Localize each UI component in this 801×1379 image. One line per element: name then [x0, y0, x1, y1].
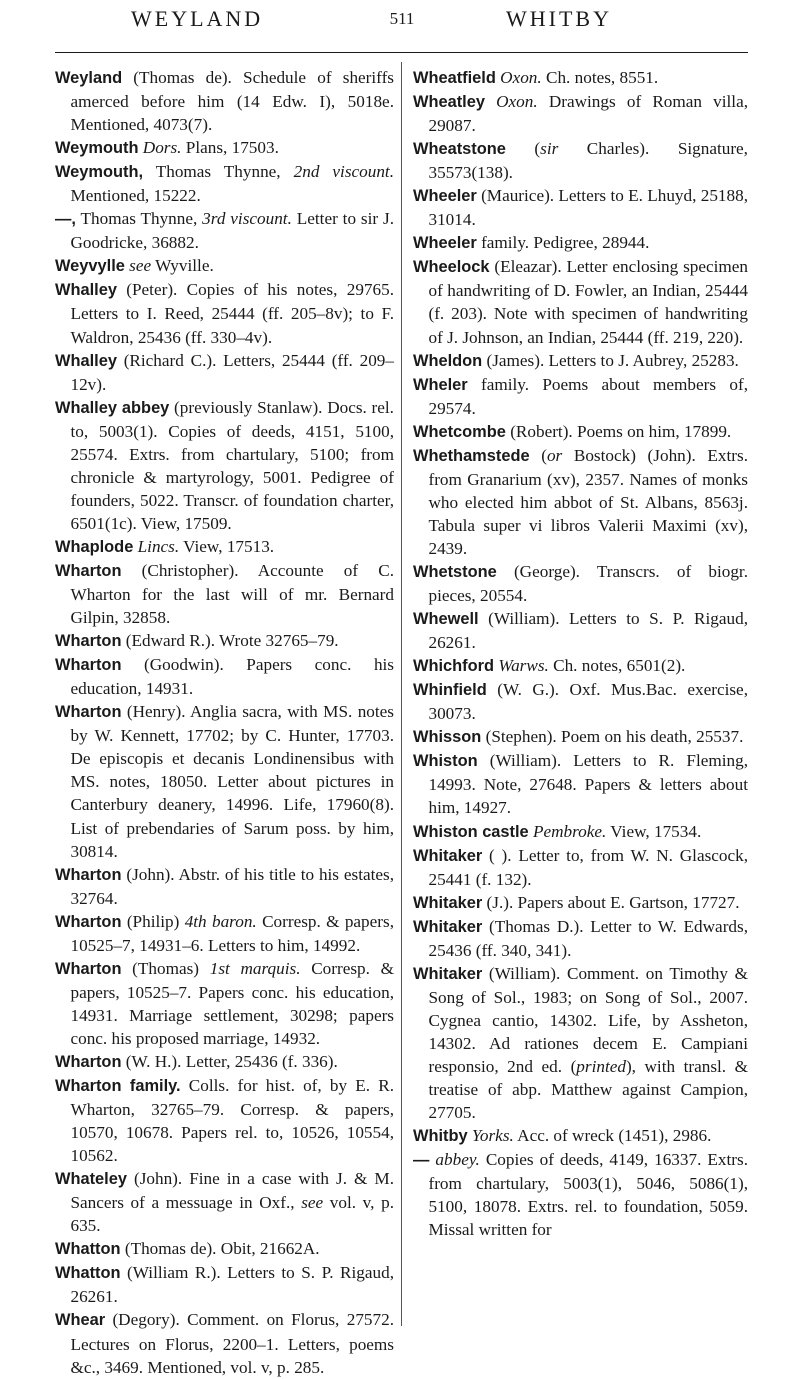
index-entry	[413, 373, 748, 420]
index-entry	[413, 137, 748, 184]
entry-text: (Thomas de). Schedule of sheriffs amerced before him (14 Edw. I), 5018e. Mentioned, 4073(7).	[70, 68, 394, 135]
entry-text: (Degory). Comment. on Florus, 27572. Lectures on Florus, 2200–1. Letters, poems &c., 3469. Mentioned, vol. v, p. 285.	[70, 1310, 394, 1377]
entry-text-tail: Wyville.	[151, 256, 214, 276]
entry-text-tail: vol. v, p. 635.	[70, 1193, 394, 1236]
index-entry	[413, 560, 748, 607]
entry-headword: Wheatstone	[413, 140, 506, 159]
entry-italic: or	[546, 445, 563, 465]
index-entry	[55, 910, 394, 957]
index-entry	[55, 629, 394, 653]
entry-place: Lincs.	[137, 536, 180, 556]
entry-text: (	[529, 445, 547, 465]
entry-text: Colls. for hist. of, by E. R. Wharton, 32765–79. Corresp. & papers, 10570, 10678. Papers rel. to, 10526, 10554, 10562.	[70, 1076, 394, 1166]
index-entry	[55, 136, 394, 160]
entry-text: Copies of deeds, 4149, 16337. Extrs. from chartulary, 5003(1), 5046, 5086(1), 5100, 18078. Extrs. rel. to foundation, 5059. Missal written for	[428, 1150, 748, 1240]
entry-text: (Stephen). Poem on his death, 25537.	[481, 727, 744, 747]
index-entry	[55, 1308, 394, 1378]
entry-text: (Christopher). Accounte of C. Wharton for the last will of mr. Bernard Gilpin, 32858.	[70, 560, 394, 628]
index-entry	[55, 700, 394, 862]
entry-headword: Wharton	[55, 632, 122, 651]
entry-headword: Whetcombe	[413, 422, 506, 441]
entry-headword: Whalley abbey	[55, 398, 170, 417]
index-entry	[55, 349, 394, 396]
entry-headword: —	[413, 1151, 430, 1170]
index-entry	[55, 207, 394, 254]
entry-headword: Whinfield	[413, 681, 487, 700]
entry-headword: Weymouth	[55, 139, 139, 158]
entry-text: (William). Letters to R. Fleming, 14993. Note, 27648. Papers & letters about him, 14927.	[428, 751, 748, 818]
entry-place: Oxon.	[496, 92, 538, 112]
entry-headword: Whatton	[55, 1264, 121, 1283]
entry-headword: Wharton	[55, 1052, 122, 1071]
index-entry	[55, 1167, 394, 1237]
entry-text: (Thomas D.). Letter to W. Edwards, 25436 (ff. 340, 341).	[428, 916, 748, 960]
index-entry	[413, 962, 748, 1124]
entry-headword: Whateley	[55, 1170, 127, 1189]
entry-text: (Peter). Copies of his notes, 29765. Letters to I. Reed, 25444 (ff. 205–8v); to F. Waldron, 25436 (ff. 330–4v).	[70, 280, 394, 347]
entry-headword: Whitby	[413, 1127, 468, 1146]
index-entry	[55, 1261, 394, 1308]
index-entry	[55, 653, 394, 700]
entry-headword: Whitaker	[413, 917, 483, 936]
entry-italic: see	[301, 1193, 324, 1213]
index-entry	[413, 749, 748, 819]
index-entry	[413, 349, 748, 373]
entry-text: (Henry). Anglia sacra, with MS. notes by W. Kennett, 17702; by C. Hunter, 17703. De episcopis et decanis Londinensibus with MS. notes, 18050. Letter about pictures in Canterbury deanery, 14996. Life, 17960(8). List of prebendaries of Sarum poss. by him, 30814.	[70, 702, 394, 861]
entry-headword: Wharton	[55, 865, 122, 884]
entry-text: (James). Letters to J. Aubrey, 25283.	[482, 350, 739, 370]
entry-place: Pembroke.	[532, 821, 607, 841]
entry-headword: Whear	[55, 1311, 106, 1330]
entry-text-tail: Charles). Signature, 35573(138).	[428, 139, 748, 183]
entry-headword: —,	[55, 210, 76, 229]
entry-headword: Whaplode	[55, 537, 134, 556]
header-rule	[55, 52, 748, 53]
entry-italic: 4th baron.	[184, 911, 257, 931]
index-entry	[55, 396, 394, 535]
entry-headword: Wharton	[55, 703, 122, 722]
entry-text: (Richard C.). Letters, 25444 (ff. 209–12v).	[70, 350, 394, 394]
index-entry	[413, 607, 748, 654]
entry-place: Yorks.	[471, 1126, 514, 1146]
entry-text: (W. G.). Oxf. Mus.Bac. exercise, 30073.	[428, 680, 748, 724]
entry-text: (William). Comment. on Timothy & Song of Sol., 1983; on Song of Sol., 2007. Cygnea cantio, 14302. Life, by Assheton, 14302. Ad rationes decem E. Campiani responsio, 2nd ed. (	[428, 963, 748, 1076]
entry-headword: Wharton	[55, 912, 122, 931]
index-entry	[413, 1124, 748, 1148]
entry-headword: Wheeler	[413, 187, 477, 206]
entry-headword: Whisson	[413, 728, 482, 747]
entry-headword: Weyland	[55, 69, 123, 87]
entry-headword: Wharton	[55, 959, 122, 978]
index-column-left	[55, 66, 394, 1379]
page-header	[0, 0, 801, 62]
entry-headword: Whiston	[413, 752, 478, 771]
entry-text: (Edward R.). Wrote 32765–79.	[121, 631, 339, 651]
entry-headword: Wharton	[55, 656, 122, 675]
entry-text: Ch. notes, 6501(2).	[548, 656, 686, 676]
entry-headword: Wheatley	[413, 93, 485, 112]
index-entry	[413, 184, 748, 231]
running-head-left: WEYLAND	[131, 6, 264, 31]
index-entry	[413, 891, 748, 915]
entry-text: View, 17513.	[179, 536, 275, 556]
entry-text: (W. H.). Letter, 25436 (f. 336).	[121, 1051, 338, 1071]
index-entry	[413, 654, 748, 678]
entry-place: Dors.	[142, 138, 182, 158]
index-entry	[413, 444, 748, 560]
index-entry	[55, 278, 394, 348]
index-entry	[413, 231, 748, 255]
entry-italic: 3rd viscount.	[202, 209, 292, 229]
entry-headword: Wheeler	[413, 234, 477, 253]
entry-headword: Whalley	[55, 281, 117, 300]
entry-headword: Whitaker	[413, 964, 483, 983]
page-number: 511	[389, 9, 415, 28]
index-entry	[413, 915, 748, 962]
entry-text-tail: Letter to sir J. Goodricke, 36882.	[70, 209, 394, 253]
entry-place: Warws.	[498, 656, 549, 676]
entry-text: Thomas Thynne,	[143, 162, 294, 182]
entry-headword: Whatton	[55, 1240, 121, 1259]
entry-text: (Philip)	[121, 911, 185, 931]
entry-text: Plans, 17503.	[181, 138, 279, 158]
entry-text: (Thomas de). Obit, 21662A.	[120, 1239, 320, 1259]
entry-text: Thomas Thynne,	[75, 209, 203, 229]
entry-headword: Whalley	[55, 351, 117, 370]
entry-text: (Maurice). Letters to E. Lhuyd, 25188, 31014.	[428, 186, 748, 230]
entry-text: (William). Letters to S. P. Rigaud, 26261.	[428, 609, 748, 653]
entry-headword: Whiston castle	[413, 822, 529, 841]
index-entry	[55, 160, 394, 207]
index-entry	[55, 254, 394, 278]
entry-place: abbey.	[435, 1150, 480, 1170]
entry-headword: Wheatfield	[413, 69, 496, 87]
index-entry	[413, 725, 748, 749]
entry-headword: Whetstone	[413, 562, 497, 581]
entry-text: (previously Stanlaw). Docs. rel. to, 5003(1). Copies of deeds, 4151, 5100, 25574. Extrs. from chartulary, 5100; from chronicle & martyrology, 5001. Pedigree of founders, 5022. Transcr. of foundation charter, 6501(1c). View, 17509.	[70, 397, 394, 533]
entry-italic: printed	[576, 1056, 626, 1076]
index-entry	[55, 957, 394, 1050]
entry-text: Ch. notes, 8551.	[541, 68, 659, 87]
entry-text: ( ). Letter to, from W. N. Glascock, 25441 (f. 132).	[428, 845, 748, 889]
index-entry	[413, 844, 748, 891]
entry-headword: Weymouth,	[55, 163, 144, 182]
entry-headword: Whitaker	[413, 846, 483, 865]
running-head-right: WHITBY	[506, 6, 612, 31]
index-entry	[55, 1050, 394, 1074]
entry-text: family. Pedigree, 28944.	[476, 233, 650, 253]
entry-headword: Wheelock	[413, 258, 490, 277]
entry-text: (Robert). Poems on him, 17899.	[505, 421, 732, 441]
entry-italic: see	[129, 256, 152, 276]
entry-text: (John). Abstr. of his title to his estates, 32764.	[70, 864, 394, 908]
entry-text: (Eleazar). Letter enclosing specimen of handwriting of D. Fowler, an Indian, 25444 (f. 203). Note with specimen of handwriting of J. Johnson, an Indian, 25444 (ff. 219, 220).	[428, 257, 748, 347]
entry-place: Oxon.	[500, 68, 542, 87]
entry-text-tail: Corresp. & papers, 10525–7. Papers conc. his education, 14931. Marriage settlement, 30298; papers conc. his proposed marriage, 14932.	[70, 958, 395, 1048]
index-entry	[413, 255, 748, 348]
index-entry	[55, 1237, 394, 1261]
index-entry	[55, 535, 394, 559]
entry-text: (J.). Papers about E. Gartson, 17727.	[482, 892, 740, 912]
entry-headword: Whethamstede	[413, 446, 530, 465]
entry-headword: Whitaker	[413, 893, 483, 912]
entry-headword: Whewell	[413, 610, 479, 629]
entry-italic: 2nd viscount.	[293, 162, 394, 182]
entry-text: (George). Transcrs. of biogr. pieces, 20554.	[428, 561, 748, 606]
entry-text: (Thomas)	[121, 958, 210, 978]
index-entry	[413, 66, 748, 90]
index-entry	[55, 66, 394, 136]
entry-text: family. Poems about members of, 29574.	[428, 374, 748, 418]
index-entry	[55, 863, 394, 910]
entry-text-tail: Mentioned, 15222.	[70, 186, 201, 206]
index-entry	[413, 90, 748, 137]
entry-text: Drawings of Roman villa, 29087.	[428, 92, 748, 136]
entry-headword: Whichford	[413, 657, 495, 676]
entry-text: (Goodwin). Papers conc. his education, 14931.	[70, 655, 394, 699]
entry-text-tail: Bostock) (John). Extrs. from Granarium (xv), 2357. Names of monks who elected him abbot of St. Albans, 8563j. Tabula super vi libros Valerii Maximi (xv), 2439.	[428, 445, 748, 558]
entry-headword: Wharton	[55, 561, 122, 580]
index-entry	[413, 820, 748, 844]
entry-text-tail: ), with transl. & treatise of abp. Matthew against Campion, 27705.	[428, 1056, 748, 1123]
entry-text-tail: Corresp. & papers, 10525–7, 14931–6. Letters to him, 14992.	[70, 911, 394, 955]
entry-headword: Wheler	[413, 375, 468, 394]
index-entry	[55, 1074, 394, 1167]
index-column-right	[413, 66, 748, 1241]
column-divider	[401, 62, 402, 1326]
entry-text: Acc. of wreck (1451), 2986.	[513, 1126, 712, 1146]
entry-headword: Wharton family.	[55, 1077, 181, 1096]
entry-text: (	[505, 139, 541, 159]
entry-italic: sir	[540, 139, 559, 159]
index-entry	[413, 678, 748, 725]
entry-headword: Weyvylle	[55, 257, 125, 276]
entry-headword: Wheldon	[413, 351, 483, 370]
index-entry	[55, 559, 394, 629]
entry-italic: 1st marquis.	[209, 958, 301, 978]
index-entry	[413, 1148, 748, 1241]
index-entry	[413, 420, 748, 444]
entry-text: (John). Fine in a case with J. & M. Sancers of a messuage in Oxf.,	[70, 1169, 394, 1213]
entry-text: (William R.). Letters to S. P. Rigaud, 26261.	[70, 1263, 394, 1307]
entry-text: View, 17534.	[606, 821, 702, 841]
